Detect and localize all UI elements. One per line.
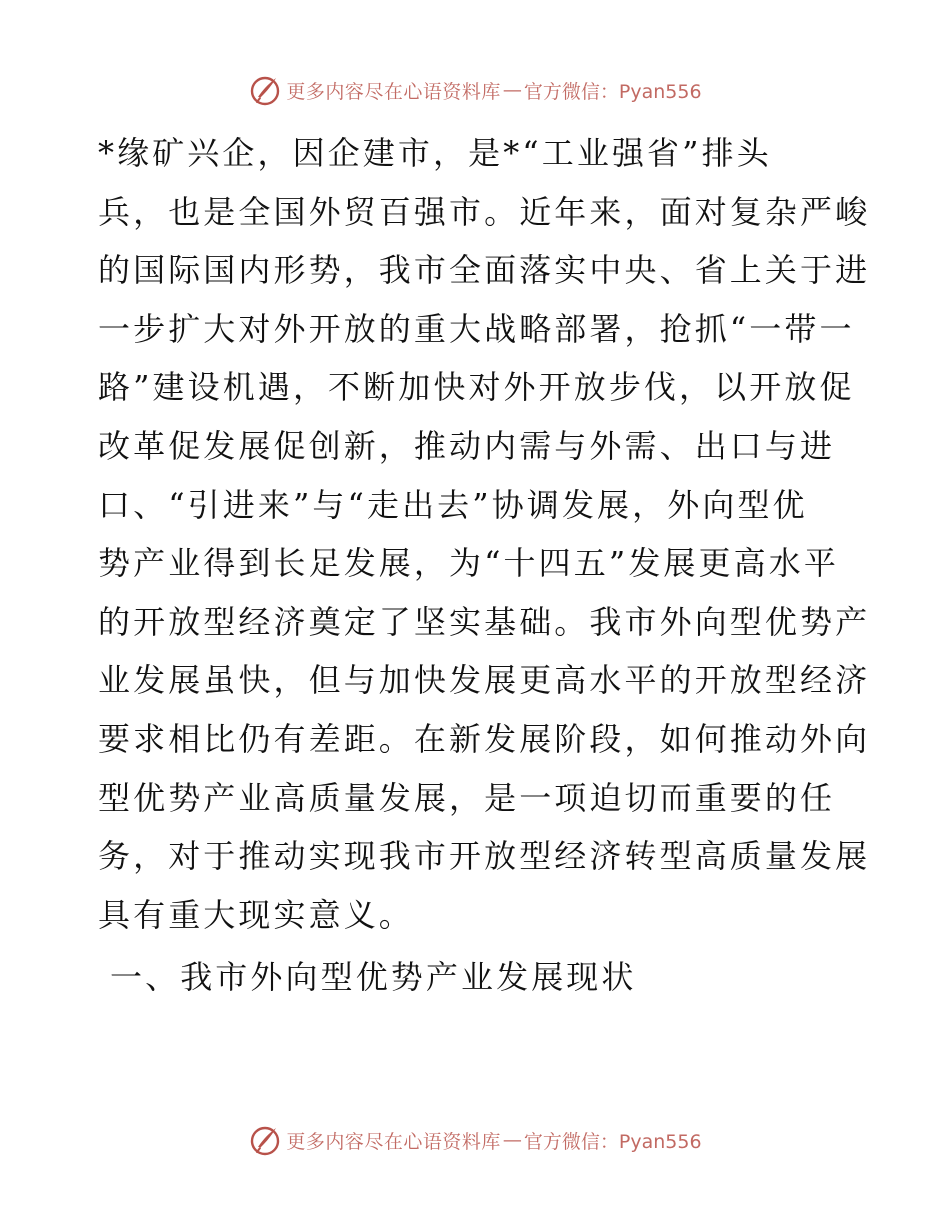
- watermark-text: 更多内容尽在心语资料库: [286, 1130, 501, 1153]
- quill-seal-icon: [248, 73, 282, 107]
- body-line: 具有重大现实意义。: [98, 895, 414, 934]
- body-line: 业发展虽快，但与加快发展更高水平的开放型经济: [98, 661, 871, 700]
- watermark-separator: —: [502, 1129, 522, 1151]
- body-line: 的国际国内形势，我市全面落实中央、省上关于进: [98, 251, 871, 290]
- body-line: 务，对于推动实现我市开放型经济转型高质量发展: [98, 837, 871, 876]
- watermark-contact: 官方微信：Pyan556: [523, 1130, 702, 1153]
- watermark-separator: —: [502, 79, 522, 101]
- section-heading: 一、我市外向型优势产业发展现状: [110, 958, 637, 996]
- body-line: 要求相比仍有差距。在新发展阶段，如何推动外向: [98, 719, 871, 758]
- body-line: 的开放型经济奠定了坚实基础。我市外向型优势产: [98, 602, 871, 641]
- watermark-contact: 官方微信：Pyan556: [523, 80, 702, 103]
- body-line: 型优势产业高质量发展，是一项迫切而重要的任: [98, 778, 836, 817]
- watermark-text: 更多内容尽在心语资料库: [286, 80, 501, 103]
- body-line: 改革促发展促创新，推动内需与外需、出口与进: [98, 426, 836, 465]
- header-watermark: [0, 70, 950, 110]
- body-line: 兵，也是全国外贸百强市。近年来，面对复杂严峻: [98, 192, 871, 231]
- body-line: 口、“引进来”与“走出去”协调发展，外向型优: [98, 485, 808, 524]
- body-paragraph: [98, 124, 871, 944]
- body-line: 路”建设机遇，不断加快对外开放步伐，以开放促: [98, 368, 855, 407]
- quill-seal-icon: [248, 1123, 282, 1157]
- body-line: *缘矿兴企，因企建市，是*“工业强省”排头: [98, 134, 772, 172]
- body-line: 势产业得到长足发展，为“十四五”发展更高水平: [98, 544, 839, 583]
- footer-watermark: [0, 1120, 950, 1160]
- body-line: 一步扩大对外开放的重大战略部署，抢抓“一带一: [98, 309, 855, 348]
